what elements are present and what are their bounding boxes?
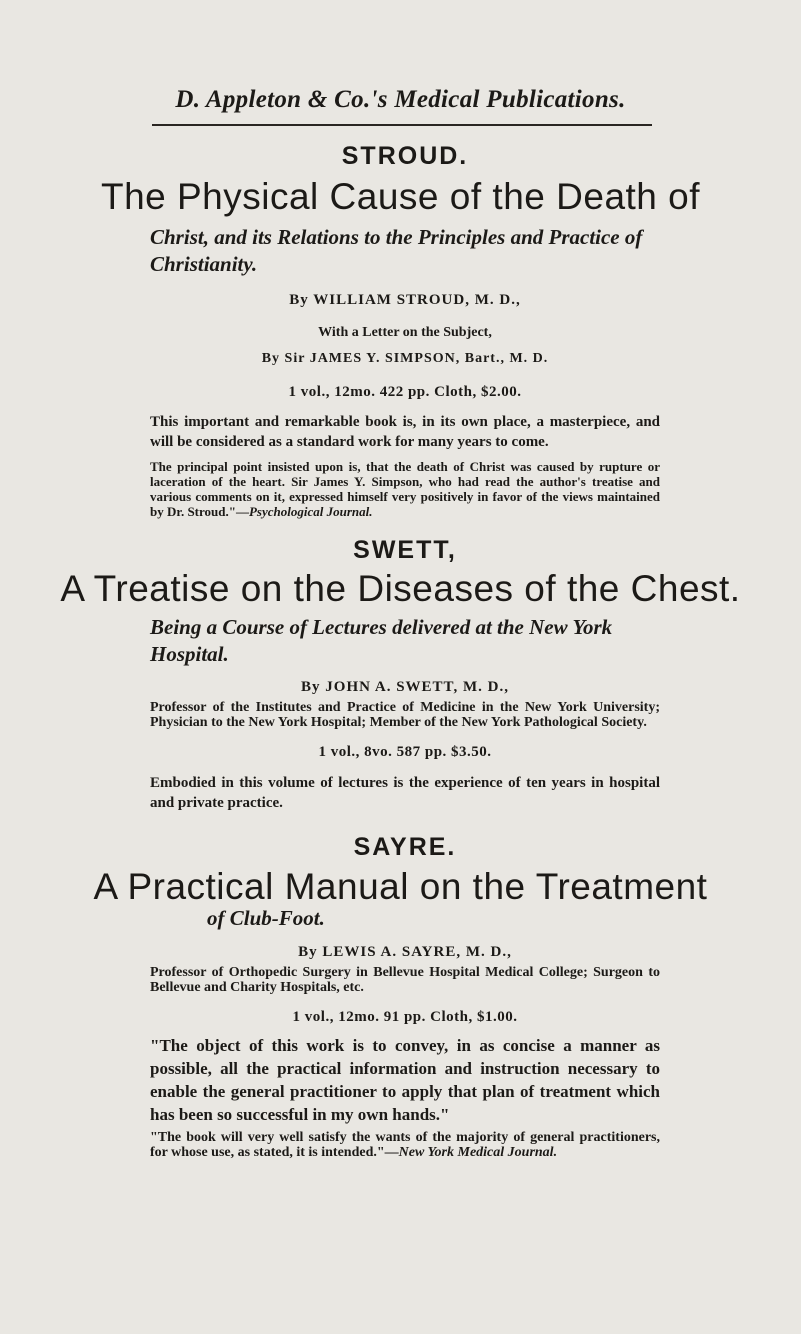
entry-swett-author: [150, 536, 660, 565]
review-quote: [150, 459, 660, 519]
review-text: "The book will very well satisfy the wants of the majority of general practitioners, for whose use, as stated, it is intended."—: [150, 1130, 660, 1160]
author-quote: "The object of this work is to convey, in as concise a manner as possible, all the practical information and instruction necessary to enable the general practitioner to apply that plan of treatment which has been so successful in my own hands.": [150, 1036, 660, 1124]
author-credentials: Professor of Orthopedic Surgery in Bellevue Hospital Medical College; Surgeon to Bellevue and Charity Hospitals, etc.: [150, 965, 660, 995]
entry-stroud-author: [150, 142, 660, 171]
volume-info: 1 vol., 12mo. 422 pp. Cloth, $2.00.: [288, 384, 522, 400]
book-description: Embodied in this volume of lectures is the experience of ten years in hospital and private practice.: [150, 775, 660, 811]
author-byline: By JOHN A. SWETT, M. D.,: [301, 679, 509, 695]
author-heading: SWETT,: [353, 536, 457, 564]
author-byline: By WILLIAM STROUD, M. D.,: [289, 292, 521, 308]
author-heading: STROUD.: [341, 142, 469, 170]
author-byline: By LEWIS A. SAYRE, M. D.,: [298, 944, 512, 960]
author-heading: SAYRE.: [353, 833, 457, 861]
author-credentials: Professor of the Institutes and Practice of Medicine in the New York University; Physician to the New York Hospital; Member of the New York Pathological Society.: [150, 700, 660, 730]
running-head: D. Appleton & Co.'s Medical Publications.: [175, 86, 626, 113]
letter-byline: By Sir JAMES Y. SIMPSON, Bart., M. D.: [261, 351, 549, 366]
book-subtitle: Being a Course of Lectures delivered at the New York Hospital.: [150, 615, 613, 666]
header-rule: [152, 124, 652, 126]
review-source: Psychological Journal.: [248, 504, 373, 519]
letter-note: With a Letter on the Subject,: [318, 325, 492, 340]
book-title: A Treatise on the Diseases of the Chest.: [60, 568, 741, 609]
review-source: New York Medical Journal.: [398, 1145, 558, 1160]
volume-info: 1 vol., 8vo. 587 pp. $3.50.: [318, 744, 492, 760]
book-title: A Practical Manual on the Treatment: [93, 866, 708, 907]
review-text: The principal point insisted upon is, that the death of Christ was caused by rupture or laceration of the heart. Sir James Y. Simpson, who had read the author's treatise and various comments on it, expressed himself very positively in favor of the views maintained by Dr. Stroud."—: [150, 459, 660, 519]
review-quote: [150, 1130, 660, 1160]
book-subtitle: Christ, and its Relations to the Principles and Practice of Christianity.: [150, 225, 643, 276]
book-subtitle: of Club-Foot.: [207, 906, 325, 930]
book-description: This important and remarkable book is, in its own place, a masterpiece, and will be considered as a standard work for many years to come.: [150, 414, 660, 450]
book-title: The Physical Cause of the Death of: [100, 176, 701, 217]
entry-sayre-author: [150, 833, 660, 862]
volume-info: 1 vol., 12mo. 91 pp. Cloth, $1.00.: [292, 1009, 518, 1025]
